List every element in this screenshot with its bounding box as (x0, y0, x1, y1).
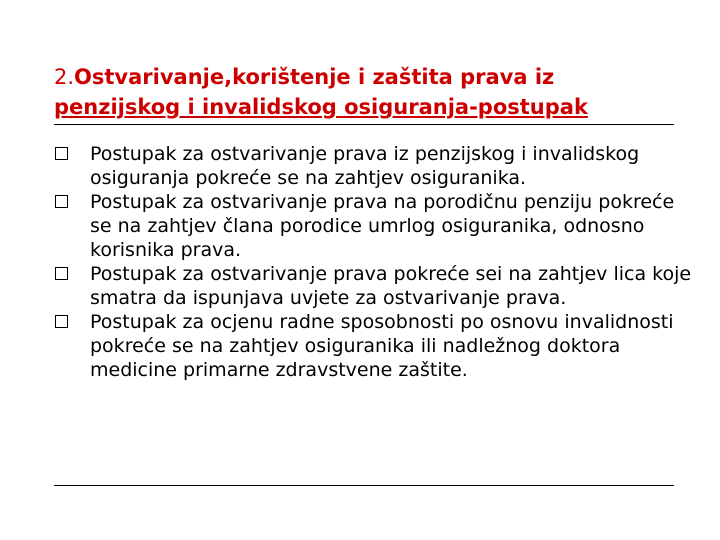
strike-rule (54, 485, 674, 486)
bullet-list (54, 142, 694, 382)
square-bullet-icon (55, 315, 68, 328)
square-bullet-icon (55, 267, 68, 280)
bullet-text: Postupak za ostvarivanje prava pokreće sei na zahtjev lica koje smatra da ispunjava uvjete za ostvarivanje prava. (90, 263, 692, 309)
bullet-text: Postupak za ocjenu radne sposobnosti po osnovu invalidnosti pokreće se na zahtjev osiguranika ili nadležnog doktora medicine primarne zdravstvene zaštite. (90, 311, 674, 381)
bullet-text: Postupak za ostvarivanje prava na porodičnu penziju pokreće se na zahtjev člana porodice umrlog osiguranika, odnosno korisnika prava. (90, 191, 675, 261)
bullet-item (54, 262, 694, 310)
square-bullet-icon (55, 147, 68, 160)
bullet-text: Postupak za ostvarivanje prava iz penzijskog i invalidskog osiguranja pokreće se na zahtjev osiguranika. (90, 143, 640, 189)
slide-title (54, 62, 694, 122)
title-line-1-text: Ostvarivanje,korištenje i zaštita prava iz (74, 65, 555, 89)
square-bullet-icon (55, 195, 68, 208)
bullet-item (54, 310, 694, 382)
title-divider (54, 124, 674, 125)
title-line-2: penzijskog i invalidskog osiguranja-postupak (54, 95, 588, 119)
bullet-item (54, 190, 694, 262)
title-line-1 (54, 62, 694, 92)
title-number: 2. (54, 65, 75, 89)
bullet-item (54, 142, 694, 190)
